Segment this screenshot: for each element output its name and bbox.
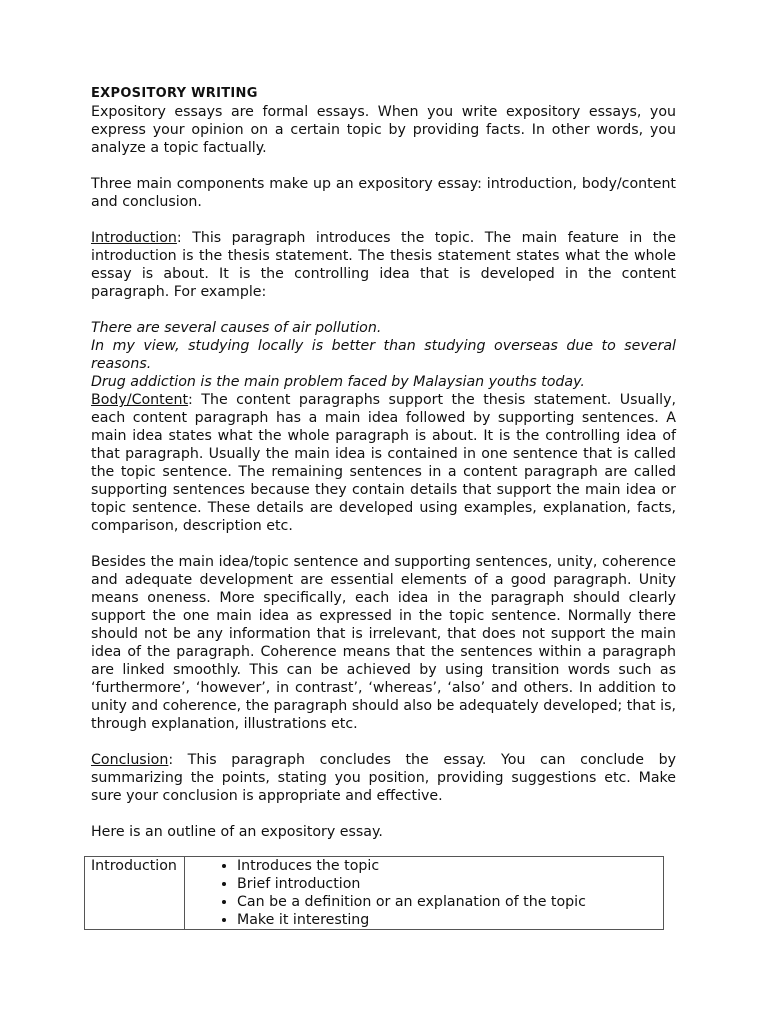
intro-paragraph: Expository essays are formal essays. When you write expository essays, you express your opinion on a certain topic by providing facts. In other words, you analyze a topic factually.	[91, 104, 676, 156]
document-body	[91, 85, 676, 841]
document-heading: EXPOSITORY WRITING	[91, 86, 258, 101]
list-item: • Can be a definition or an explanation of the topic	[237, 893, 663, 911]
example-line: There are several causes of air pollution.	[91, 320, 382, 336]
example-line: Drug addiction is the main problem faced by Malaysian youths today.	[91, 374, 585, 390]
body-text: : The content paragraphs support the thesis statement. Usually, each content paragraph has a main idea followed by supporting sentences. A main idea states what the whole paragraph is about. It is the controlling idea of that paragraph. Usually the main idea is contained in one sentence that is called the topic sentence. The remaining sentences in a content paragraph are called supporting sentences because they contain details that support the main idea or topic sentence. These details are developed using examples, explanation, facts, comparison, description etc.	[91, 392, 676, 534]
outline-intro: Here is an outline of an expository essay.	[91, 824, 383, 840]
outline-table	[84, 856, 664, 930]
conclusion-label: Conclusion	[91, 752, 169, 768]
list-item: • Introduces the topic	[237, 857, 663, 875]
body-paragraph	[91, 391, 676, 535]
introduction-paragraph	[91, 229, 676, 301]
components-paragraph: Three main components make up an expository essay: introduction, body/content and conclusion.	[91, 176, 676, 210]
table-row	[85, 857, 664, 930]
body-label: Body/Content	[91, 392, 189, 408]
thesis-examples	[91, 319, 676, 391]
list-item: • Make it interesting	[237, 911, 663, 929]
introduction-label: Introduction	[91, 230, 177, 246]
outline-row-points	[185, 857, 664, 930]
introduction-text: : This paragraph introduces the topic. The main feature in the introduction is the thesis statement. The thesis statement states what the whole essay is about. It is the controlling idea that is developed in the content paragraph. For example:	[91, 230, 676, 300]
list-item: • Brief introduction	[237, 875, 663, 893]
conclusion-paragraph	[91, 751, 676, 805]
bullet-list	[185, 857, 663, 929]
example-line: In my view, studying locally is better than studying overseas due to several reasons.	[91, 338, 676, 372]
conclusion-text: : This paragraph concludes the essay. You can conclude by summarizing the points, stating you position, providing suggestions etc. Make sure your conclusion is appropriate and effective.	[91, 752, 676, 804]
outline-row-label: Introduction	[85, 857, 185, 930]
elements-paragraph: Besides the main idea/topic sentence and supporting sentences, unity, coherence and adequate development are essential elements of a good paragraph. Unity means oneness. More specifically, each idea in the paragraph should clearly support the one main idea as expressed in the topic sentence. Normally there should not be any information that is irrelevant, that does not support the main idea of the paragraph. Coherence means that the sentences within a paragraph are linked smoothly. This can be achieved by using transition words such as ‘furthermore’, ‘however’, in contrast’, ‘whereas’, ‘also’ and others. In addition to unity and coherence, the paragraph should also be adequately developed; that is, through explanation, illustrations etc.	[91, 554, 676, 732]
